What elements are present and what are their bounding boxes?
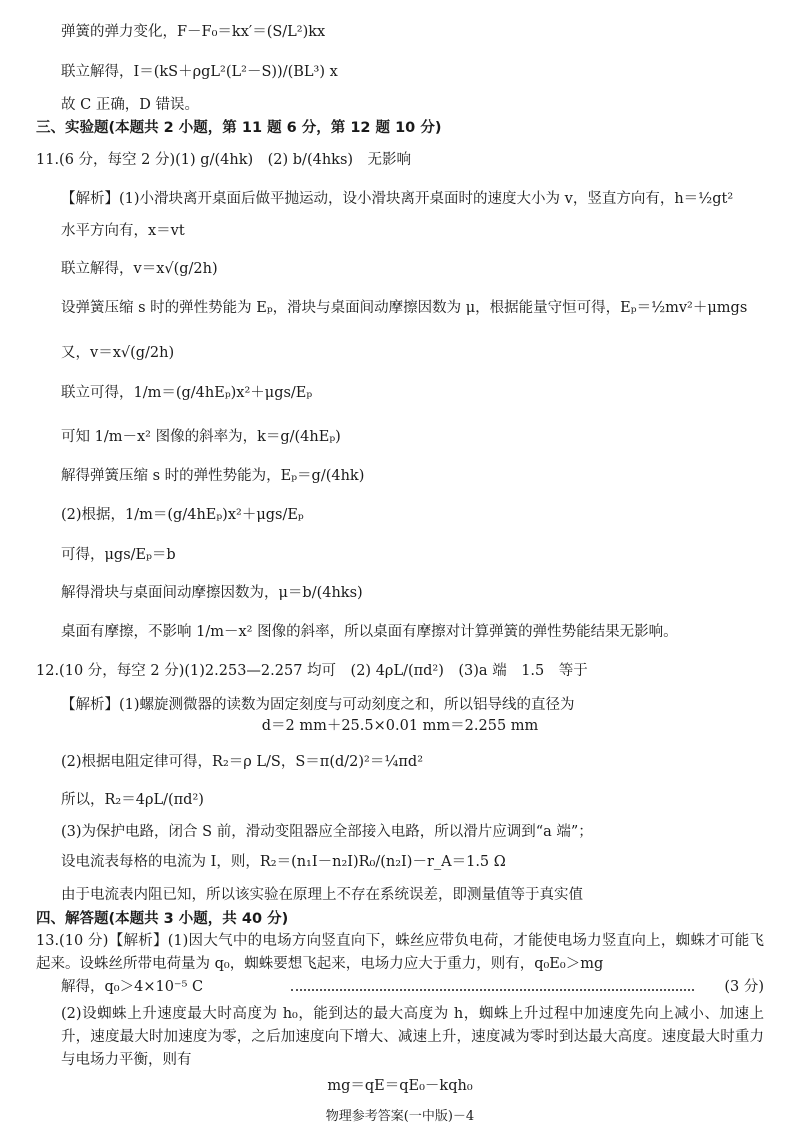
question-11-answer: 11.(6 分，每空 2 分)(1) g/(4hk) (2) b/(4hks) 无影响	[36, 152, 412, 168]
leader-dots	[291, 989, 694, 991]
text-line: (2)根据，1/m＝(g/4hEₚ)x²＋μgs/Eₚ	[61, 507, 304, 523]
text-line: 设电流表每格的电流为 I，则，R₂＝(n₁I－n₂I)R₀/(n₂I)－r_A＝1.5 Ω	[61, 854, 506, 870]
text-line: 弹簧的弹力变化，F－F₀＝kx′＝(S/L²)kx	[61, 24, 326, 40]
text-line: 联立解得，I＝(kS＋ρgL²(L²－S))/(BL³) x	[61, 64, 338, 80]
text-paragraph: (2)设蜘蛛上升速度最大时高度为 h₀，能到达的最大高度为 h，蜘蛛上升过程中加速度先向上减小、加速上升，速度最大时加速度为零，之后加速度向下增大、减速上升，速度减为零时到达最大高度。速度最大时重力与电场力平衡，则有	[61, 1006, 764, 1068]
question-13-analysis: 13.(10 分)【解析】(1)因大气中的电场方向竖直向下，蛛丝应带负电荷，才能使电场力竖直向上，蜘蛛才可能飞起来。设蛛丝所带电荷量为 q₀，蜘蛛要想飞起来，电场力应大于重力，则有，q₀E₀＞mg	[36, 933, 764, 972]
text-line: 水平方向有，x＝vt	[61, 223, 185, 239]
points-label: (3 分)	[724, 979, 764, 995]
question-12-answer: 12.(10 分，每空 2 分)(1)2.253—2.257 均可 (2) 4ρL/(πd²) (3)a 端 1.5 等于	[36, 663, 588, 679]
text-line: (2)根据电阻定律可得，R₂＝ρ L/S，S＝π(d/2)²＝¼πd²	[61, 754, 424, 770]
section-heading: 四、解答题(本题共 3 小题，共 40 分)	[36, 911, 289, 927]
text-line: 联立解得，v＝x√(g/2h)	[61, 261, 218, 277]
analysis-line: 【解析】(1)小滑块离开桌面后做平抛运动，设小滑块离开桌面时的速度大小为 v，竖直方向有，h＝½gt²	[61, 191, 734, 207]
text-line: 由于电流表内阻已知，所以该实验在原理上不存在系统误差，即测量值等于真实值	[61, 887, 583, 903]
analysis-line: 【解析】(1)螺旋测微器的读数为固定刻度与可动刻度之和，所以铝导线的直径为	[61, 697, 575, 713]
text-line: 解得，q₀＞4×10⁻⁵ C	[61, 979, 204, 995]
text-line: 可知 1/m－x² 图像的斜率为，k＝g/(4hEₚ)	[61, 429, 341, 445]
text-line: 故 C 正确，D 错误。	[61, 97, 200, 113]
equation-line: d＝2 mm＋25.5×0.01 mm＝2.255 mm	[261, 718, 539, 734]
text-line: (3)为保护电路，闭合 S 前，滑动变阻器应全部接入电路，所以滑片应调到“a 端”；	[61, 824, 593, 840]
text-line: 又，v＝x√(g/2h)	[61, 345, 175, 361]
text-line: 所以，R₂＝4ρL/(πd²)	[61, 792, 204, 808]
text-line: 联立可得，1/m＝(g/4hEₚ)x²＋μgs/Eₚ	[61, 385, 313, 401]
scored-step-line	[61, 977, 764, 997]
text-line: 解得滑块与桌面间动摩擦因数为，μ＝b/(4hks)	[61, 585, 363, 601]
text-line: 设弹簧压缩 s 时的弹性势能为 Eₚ，滑块与桌面间动摩擦因数为 μ，根据能量守恒可得，Eₚ＝½mv²＋μmgs	[61, 300, 748, 316]
text-line: 桌面有摩擦，不影响 1/m－x² 图像的斜率，所以桌面有摩擦对计算弹簧的弹性势能结果无影响。	[61, 624, 678, 640]
equation-line: mg＝qE＝qE₀－kqh₀	[327, 1078, 473, 1094]
text-line: 解得弹簧压缩 s 时的弹性势能为，Eₚ＝g/(4hk)	[61, 468, 365, 484]
page-footer: 物理参考答案(一中版)－4	[325, 1109, 475, 1124]
text-line: 可得，μgs/Eₚ＝b	[61, 547, 176, 563]
section-heading: 三、实验题(本题共 2 小题，第 11 题 6 分，第 12 题 10 分)	[36, 120, 442, 136]
